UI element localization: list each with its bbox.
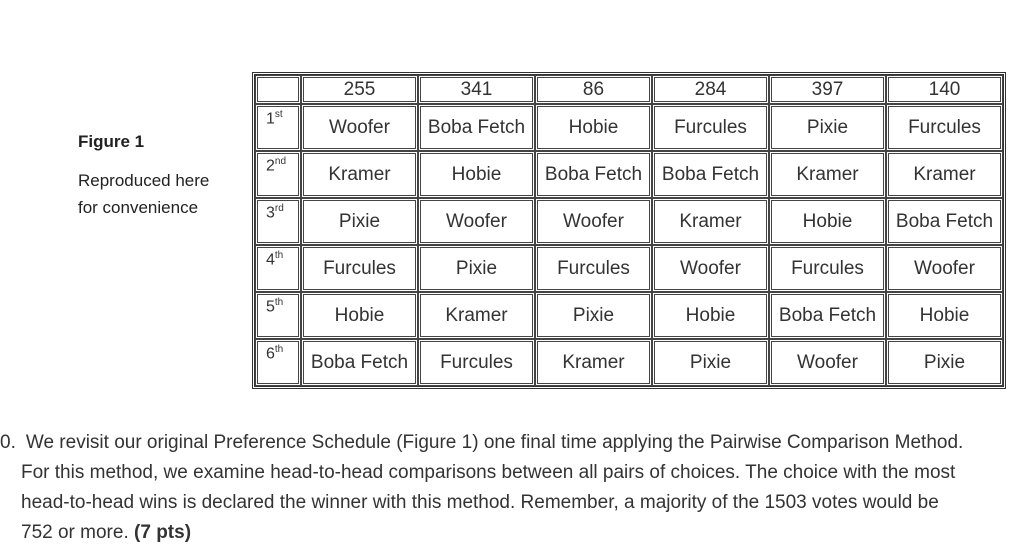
rank-number: 4 bbox=[266, 251, 275, 269]
table-cell: Kramer bbox=[301, 151, 418, 198]
question-line: For this method, we examine head-to-head comparisons between all pairs of choices. The choice with the most bbox=[21, 462, 956, 483]
table-cell: Boba Fetch bbox=[886, 198, 1003, 245]
table-cell: Furcules bbox=[652, 104, 769, 151]
table-cell: Kramer bbox=[535, 339, 652, 386]
rank-label bbox=[255, 104, 301, 151]
column-vote-count: 284 bbox=[652, 75, 769, 104]
table-row bbox=[255, 151, 1003, 198]
table-corner-cell bbox=[255, 75, 301, 104]
table-cell: Furcules bbox=[886, 104, 1003, 151]
table-row bbox=[255, 292, 1003, 339]
table-cell: Woofer bbox=[652, 245, 769, 292]
column-vote-count: 397 bbox=[769, 75, 886, 104]
rank-suffix: th bbox=[274, 344, 284, 355]
table-cell: Woofer bbox=[886, 245, 1003, 292]
rank-label bbox=[255, 245, 301, 292]
rank-label bbox=[255, 198, 301, 245]
column-vote-count: 341 bbox=[418, 75, 535, 104]
question-line: 0. We revisit our original Preference Schedule (Figure 1) one final time applying the Pairwise Comparison Method. bbox=[0, 432, 964, 453]
rank-suffix: th bbox=[274, 250, 284, 261]
table-cell: Pixie bbox=[652, 339, 769, 386]
rank-suffix: st bbox=[274, 109, 283, 120]
figure-description bbox=[78, 167, 248, 221]
table-cell: Furcules bbox=[418, 339, 535, 386]
table-cell: Boba Fetch bbox=[769, 292, 886, 339]
table-cell: Hobie bbox=[418, 151, 535, 198]
table-cell: Furcules bbox=[301, 245, 418, 292]
table-row bbox=[255, 198, 1003, 245]
rank-suffix: rd bbox=[274, 203, 284, 214]
figure-caption bbox=[78, 128, 248, 221]
table-cell: Woofer bbox=[535, 198, 652, 245]
table-cell: Pixie bbox=[886, 339, 1003, 386]
table-cell: Hobie bbox=[301, 292, 418, 339]
rank-number: 1 bbox=[266, 110, 275, 128]
rank-number: 2 bbox=[266, 157, 275, 175]
table-cell: Boba Fetch bbox=[652, 151, 769, 198]
figure-description-line: Reproduced here bbox=[78, 171, 210, 190]
rank-number: 3 bbox=[266, 204, 275, 222]
rank-number: 5 bbox=[266, 298, 275, 316]
question-line: head-to-head wins is declared the winner with this method. Remember, a majority of the 1503 votes would be bbox=[21, 492, 939, 513]
table-cell: Woofer bbox=[418, 198, 535, 245]
table-header-row bbox=[255, 75, 1003, 104]
table-cell: Furcules bbox=[535, 245, 652, 292]
table-cell: Woofer bbox=[301, 104, 418, 151]
preference-schedule-table bbox=[252, 72, 1006, 389]
table-cell: Pixie bbox=[301, 198, 418, 245]
table-cell: Pixie bbox=[418, 245, 535, 292]
table-cell: Boba Fetch bbox=[535, 151, 652, 198]
column-vote-count: 86 bbox=[535, 75, 652, 104]
rank-label bbox=[255, 339, 301, 386]
table-cell: Boba Fetch bbox=[418, 104, 535, 151]
question-points: (7 pts) bbox=[134, 522, 192, 543]
question-text bbox=[0, 428, 1027, 548]
rank-number: 6 bbox=[266, 345, 275, 363]
table-cell: Kramer bbox=[886, 151, 1003, 198]
figure-description-line: for convenience bbox=[78, 198, 199, 217]
table-cell: Woofer bbox=[769, 339, 886, 386]
table-cell: Kramer bbox=[769, 151, 886, 198]
rank-suffix: nd bbox=[274, 156, 287, 167]
table-cell: Kramer bbox=[418, 292, 535, 339]
question-number: 0. bbox=[0, 432, 16, 453]
table-cell: Boba Fetch bbox=[301, 339, 418, 386]
column-vote-count: 140 bbox=[886, 75, 1003, 104]
column-vote-count: 255 bbox=[301, 75, 418, 104]
table-cell: Hobie bbox=[769, 198, 886, 245]
table-row bbox=[255, 339, 1003, 386]
table-row bbox=[255, 245, 1003, 292]
rank-label bbox=[255, 151, 301, 198]
question-line: 752 or more. (7 pts) bbox=[21, 522, 192, 543]
table-row bbox=[255, 104, 1003, 151]
table-cell: Kramer bbox=[652, 198, 769, 245]
table-cell: Pixie bbox=[769, 104, 886, 151]
table-cell: Pixie bbox=[535, 292, 652, 339]
table-cell: Furcules bbox=[769, 245, 886, 292]
rank-label bbox=[255, 292, 301, 339]
rank-suffix: th bbox=[274, 297, 284, 308]
figure-title: Figure 1 bbox=[78, 132, 145, 151]
table-cell: Hobie bbox=[535, 104, 652, 151]
table-cell: Hobie bbox=[652, 292, 769, 339]
table-cell: Hobie bbox=[886, 292, 1003, 339]
